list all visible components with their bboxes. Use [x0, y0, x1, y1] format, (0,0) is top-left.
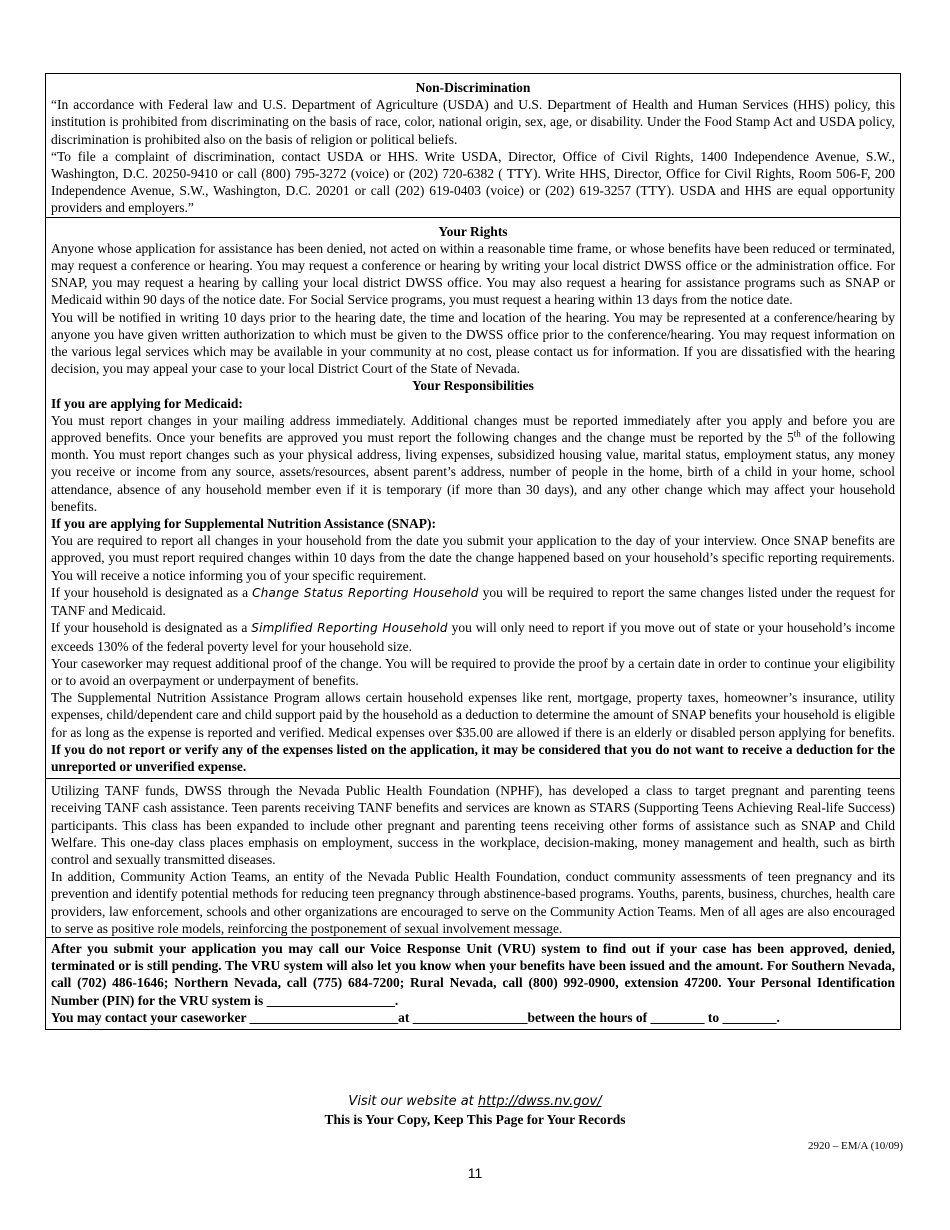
tanf-section	[46, 779, 900, 938]
non-discrimination-paragraph-1: “In accordance with Federal law and U.S. Department of Agriculture (USDA) and U.S. Department of Health and Human Services (HHS) policy, this institution is prohibited from discriminating on the basis of race, color, national origin, sex, age, or disability. Under the Food Stamp Act and USDA policy, discrimination is prohibited also on the basis of religion or political beliefs.	[51, 97, 895, 147]
your-rights-paragraph-1: Anyone whose application for assistance has been denied, not acted on within a reasonable time frame, or whose benefits have been reduced or terminated, may request a conference or hearing. You may request a conference or hearing by writing your local district DWSS office or the administration office. For SNAP, you may request a hearing by calling your local district DWSS office. You may also request a hearing for assistance programs such as SNAP or Medicaid within 90 days of the notice date. For Social Service programs, you must request a hearing within 13 days from the notice date.	[51, 240, 895, 308]
your-responsibilities-heading: Your Responsibilities	[412, 378, 534, 394]
vru-paragraph: After you submit your application you may call our Voice Response Unit (VRU) system to find out if your case has been approved, denied, terminated or is still pending. The VRU system will also let you know when your benefits have been issued and the amount. For Southern Nevada, call (702) 486-1646; Northern Nevada, call (775) 684-7200; Rural Nevada, call (800) 992-0900, extension 47200. Your Personal Identification Number (PIN) for the VRU system is ___________________.	[51, 940, 895, 1008]
non-discrimination-heading: Non-Discrimination	[415, 80, 531, 95]
tanf-paragraph-2: In addition, Community Action Teams, an entity of the Nevada Public Health Foundation, conduct community assessments of teen pregnancy and its prevention and identify potential methods for reducing teen pregnancy through abstinence-based programs. Youths, parents, business, churches, health care providers, law enforcement, schools and other organizations are encouraged to serve on the Community Action Teams. Men of all ages are also encouraged to serve as positive role models, reinforcing the postponement of sexual involvement message.	[51, 869, 895, 936]
caseworker-contact-line: You may contact your caseworker ______________________at _________________between the hours of ________ to ________.	[51, 1009, 780, 1025]
rights-and-responsibilities-section	[46, 218, 900, 780]
simplified-reporting-term: Simplified Reporting Household	[251, 621, 448, 636]
snap-p5-bold-text: If you do not report or verify any of the expenses listed on the application, it may be considered that you do not want to receive a deduction for the unreported or unverified expense.	[51, 741, 895, 774]
snap-p3-text-a: If your household is designated as a	[51, 620, 252, 636]
page-number: 11	[467, 1165, 483, 1181]
snap-p2-text-a: If your household is designated as a	[51, 584, 253, 600]
form-number: 2920 – EM/A (10/09)	[807, 1140, 903, 1152]
snap-p5-text: The Supplemental Nutrition Assistance Program allows certain household expenses like rent, mortgage, property taxes, homeowner’s insurance, utility expenses, child/dependent care and child support paid by the household as a deduction to determine the amount of SNAP benefits your household is eligible for as long as the expense is reported and verified. Medical expenses over $35.00 are allowed if there is an elderly or disabled person applying for benefits.	[51, 690, 895, 740]
snap-paragraph-1: You are required to report all changes in your household from the date you submit your application to the day of your interview. Once SNAP benefits are approved, you must report required changes within 10 days from the date the change happened based on your household’s specific reporting requirements. You will receive a notice informing you of your specific requirement.	[51, 533, 895, 583]
non-discrimination-section	[46, 74, 900, 218]
snap-p3-text-b: you will only need to report if you move out of state or your household’s income exceeds 130% of the federal poverty level for your household size.	[51, 620, 895, 654]
tanf-paragraph-1: Utilizing TANF funds, DWSS through the Nevada Public Health Foundation (NPHF), has developed a class to target pregnant and parenting teens receiving TANF cash assistance. Teen parents receiving TANF benefits and services are known as STARS (Supporting Teens Achieving Real-life Success) participants. This class has been expanded to include other pregnant and parenting teens receiving other forms of assistance such as SNAP and Child Welfare. This one-day class places emphasis on employment, success in the workplace, decision-making, money management and health, such as birth control and sexually transmitted diseases.	[51, 783, 895, 867]
notice-box	[45, 73, 901, 1030]
change-status-reporting-term: Change Status Reporting Household	[252, 585, 479, 600]
snap-paragraph-5	[51, 689, 895, 778]
copy-notice: This is Your Copy, Keep This Page for Your Records	[324, 1112, 626, 1127]
snap-paragraph-2	[51, 584, 895, 619]
snap-p2-text-b: you will be required to report the same changes listed under the request for TANF and Medicaid.	[51, 584, 896, 619]
medicaid-paragraph	[51, 412, 895, 515]
snap-paragraph-3	[51, 619, 895, 654]
snap-paragraph-4: Your caseworker may request additional proof of the change. You will be required to provide the proof by a certain date in order to continue your eligibility or to avoid an overpayment or underpayment of benefits.	[51, 655, 895, 688]
medicaid-text-a: You must report changes in your mailing address immediately. Additional changes must be reported immediately after you apply and before you are approved benefits. Once your benefits are approved you must report the following changes and the change must be reported by the 5	[51, 412, 895, 446]
website-link[interactable]: http://dwss.nv.gov/	[477, 1094, 602, 1109]
medicaid-superscript: th	[793, 428, 801, 439]
non-discrimination-paragraph-2: “To file a complaint of discrimination, contact USDA or HHS. Write USDA, Director, Office of Civil Rights, 1400 Independence Avenue, S.W., Washington, D.C. 20250-9410 or call (800) 795-3272 (voice) or (202) 720-6382 ( TTY). Write HHS, Director, Office for Civil Rights, Room 506-F, 200 Independence Avenue, S.W., Washington, D.C. 20201 or call (202) 619-0403 (voice) or (202) 619-3257 (TTY). USDA and HHS are equal opportunity providers and employers.”	[51, 148, 895, 216]
website-prefix: Visit our website at	[348, 1094, 478, 1109]
snap-heading: If you are applying for Supplemental Nutrition Assistance (SNAP):	[51, 516, 437, 532]
vru-section	[46, 938, 900, 1029]
medicaid-heading: If you are applying for Medicaid:	[51, 395, 243, 411]
your-rights-paragraph-2: You will be notified in writing 10 days prior to the hearing date, the time and location of the hearing. You may be represented at a conference/hearing by anyone you have given written authorization to which must be given to the DWSS office prior to the conference/hearing. You may request information on the various legal services which may be available in your community at no cost, please contact us for information. If you are dissatisfied with the hearing decision, you may appeal your case to your local District Court of the State of Nevada.	[51, 309, 895, 377]
website-line	[0, 1094, 950, 1109]
medicaid-text-b: of the following month. You must report changes such as your physical address, living expenses, subsidized housing value, marital status, employment status, any money you receive or income from any source, assets/resources, absent parent’s address, number of people in the home, birth of a child in your home, school attendance, absence of any household member even if it is temporary (if more than 30 days), and any other change which may affect your household benefits.	[51, 430, 895, 514]
your-rights-heading: Your Rights	[438, 223, 508, 239]
